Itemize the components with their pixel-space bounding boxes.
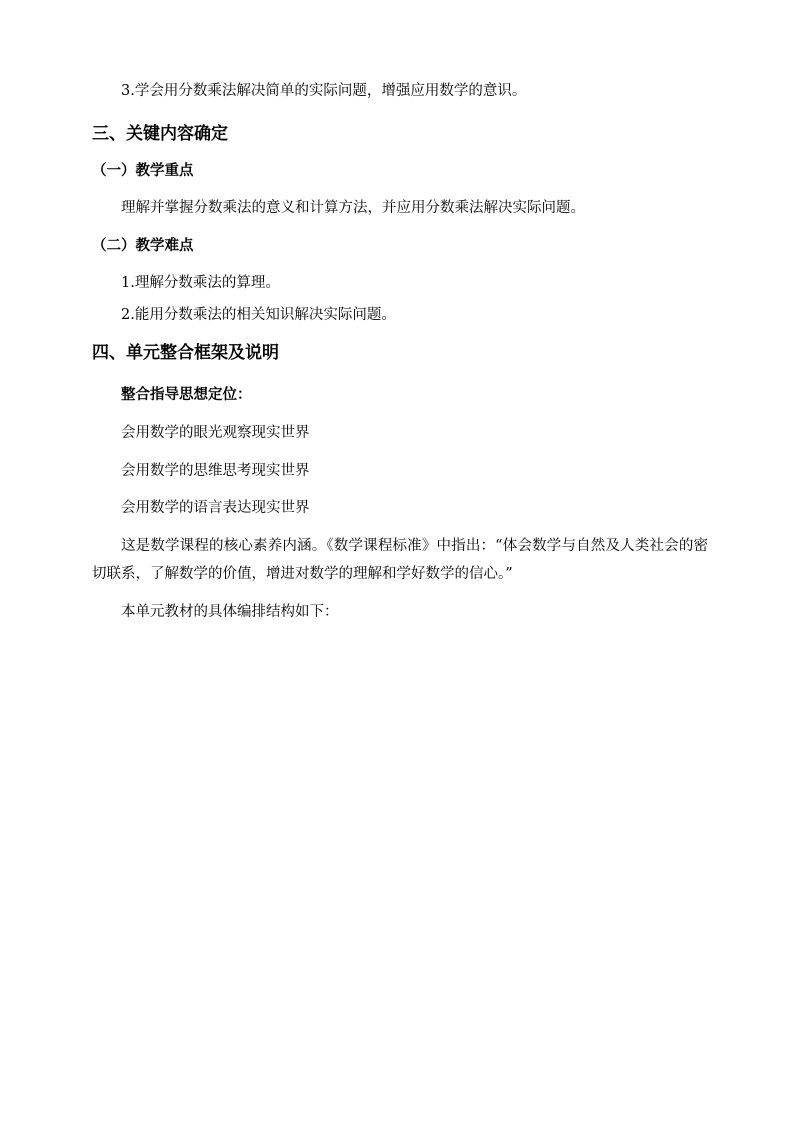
difficulty-item-1: 1.理解分数乘法的算理。: [121, 275, 280, 291]
difficulty-item-2: 2.能用分数乘法的相关知识解决实际问题。: [121, 307, 396, 323]
objective-item-3: 3.学会用分数乘法解决简单的实际问题，增强应用数学的意识。: [121, 83, 527, 99]
core-literacy-paragraph: 这是数学课程的核心素养内涵。《数学课程标准》中指出：“体会数学与自然及人类社会的密切联系，了解数学的价值，增进对数学的理解和学好数学的信心。”: [92, 538, 708, 582]
guide-label: 整合指导思想定位：: [121, 387, 252, 403]
teaching-focus-text: 理解并掌握分数乘法的意义和计算方法，并应用分数乘法解决实际问题。: [121, 200, 585, 216]
section-heading-key-content: 三、关键内容确定: [92, 124, 228, 144]
structure-intro-text: 本单元教材的具体编排结构如下：: [121, 604, 339, 620]
guide-line-observe: 会用数学的眼光观察现实世界: [121, 425, 310, 441]
guide-line-think: 会用数学的思维思考现实世界: [121, 463, 310, 479]
guide-line-express: 会用数学的语言表达现实世界: [121, 500, 310, 516]
section-heading-unit-framework: 四、单元整合框架及说明: [92, 343, 279, 363]
subheading-teaching-focus: （一）教学重点: [92, 163, 194, 179]
subheading-teaching-difficulty: （二）教学难点: [92, 238, 194, 254]
